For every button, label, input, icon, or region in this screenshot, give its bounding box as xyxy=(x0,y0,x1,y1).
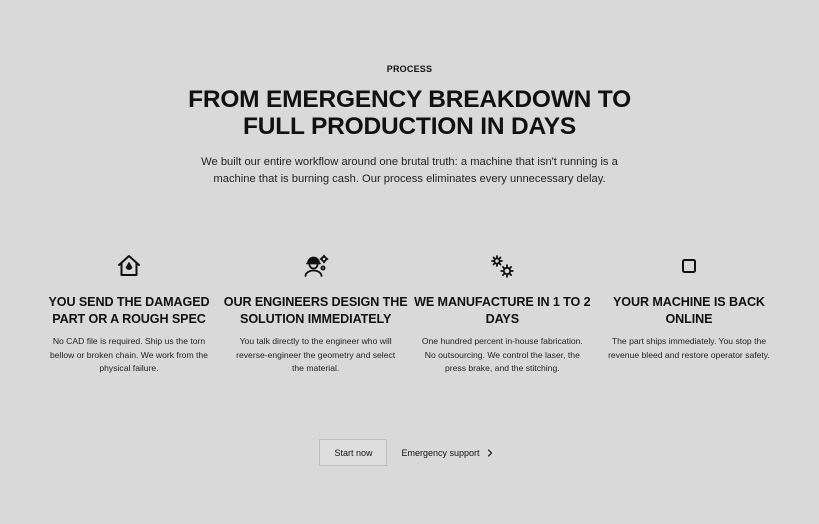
home-alert-icon xyxy=(115,252,143,280)
start-now-button[interactable] xyxy=(319,439,387,466)
emergency-support-button[interactable] xyxy=(395,439,499,466)
step-card-engineers xyxy=(223,252,409,402)
step-title: WE MANUFACTURE IN 1 TO 2 DAYS xyxy=(414,295,591,326)
step-title: OUR ENGINEERS DESIGN THE SOLUTION IMMEDIATELY xyxy=(223,295,408,326)
step-description: You talk directly to the engineer who will reverse-engineer the geometry and select the material. xyxy=(236,336,396,373)
square-icon xyxy=(675,252,703,280)
gears-icon xyxy=(488,252,516,280)
engineer-icon xyxy=(302,252,330,280)
step-card-send-part xyxy=(36,252,222,402)
section-headline: FROM EMERGENCY BREAKDOWN TO FULL PRODUCTION IN DAYS xyxy=(188,86,631,140)
step-description: No CAD file is required. Ship us the torn bellow or broken chain. We work from the physical failure. xyxy=(50,336,208,373)
section-intro: We built our entire workflow around one brutal truth: a machine that isn't running is a machine that is burning cash. Our process eliminates every unnecessary delay. xyxy=(201,156,618,185)
step-title: YOU SEND THE DAMAGED PART OR A ROUGH SPEC xyxy=(48,295,210,326)
step-card-manufacture xyxy=(409,252,595,402)
cta-group xyxy=(0,439,819,466)
step-title: YOUR MACHINE IS BACK ONLINE xyxy=(613,295,765,326)
emergency-support-label: Emergency support xyxy=(401,447,480,458)
step-description: One hundred percent in-house fabrication. No outsourcing. We control the laser, the press brake, and the stitching. xyxy=(421,336,583,373)
start-now-label: Start now xyxy=(334,447,373,458)
process-steps xyxy=(36,252,782,402)
step-description: The part ships immediately. You stop the revenue bleed and restore operator safety. xyxy=(608,336,770,360)
chevron-right-icon xyxy=(486,449,494,457)
section-eyebrow: PROCESS xyxy=(386,64,433,74)
step-card-back-online xyxy=(596,252,782,402)
